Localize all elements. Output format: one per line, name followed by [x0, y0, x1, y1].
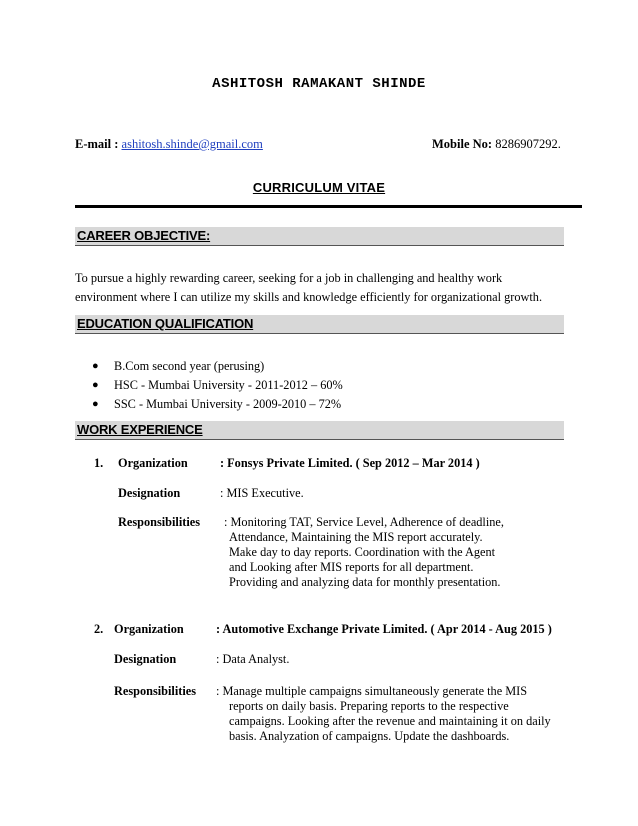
organization-label: Organization: [118, 456, 188, 470]
bullet-icon: ●: [92, 379, 99, 391]
mobile-label: Mobile No:: [432, 137, 493, 151]
education-list: [92, 357, 343, 414]
bullet-icon: ●: [92, 398, 99, 410]
document-title: CURRICULUM VITAE: [252, 180, 386, 195]
designation-label: Designation: [118, 486, 181, 500]
email-link[interactable]: ashitosh.shinde@gmail.com: [121, 137, 263, 151]
responsibility-line: reports on daily basis. Preparing reports to the respective: [229, 699, 509, 713]
candidate-name: ASHITOSH RAMAKANT SHINDE: [212, 76, 426, 92]
responsibilities-label: Responsibilities: [114, 684, 196, 698]
bullet-icon: ●: [92, 360, 99, 372]
objective-line: To pursue a highly rewarding career, seeking for a job in challenging and healthy work: [75, 271, 503, 285]
responsibility-line: Providing and analyzing data for monthly presentation.: [229, 575, 501, 589]
designation-value: : Data Analyst.: [216, 652, 290, 666]
section-heading: WORK EXPERIENCE: [77, 422, 203, 437]
responsibility-line: and Looking after MIS reports for all department.: [229, 560, 474, 574]
section-heading: EDUCATION QUALIFICATION: [77, 316, 254, 331]
organization-value: : Fonsys Private Limited. ( Sep 2012 – Mar 2014 ): [220, 456, 480, 470]
responsibility-line: Make day to day reports. Coordination with the Agent: [229, 545, 496, 559]
mobile-line: [432, 137, 561, 152]
section-heading: CAREER OBJECTIVE:: [77, 228, 211, 243]
career-objective-text: [75, 269, 542, 307]
responsibility-line: : Monitoring TAT, Service Level, Adherence of deadline,: [224, 515, 504, 529]
email-label: E-mail :: [75, 137, 119, 151]
email-line: [75, 137, 263, 152]
objective-line: environment where I can utilize my skills and knowledge efficiently for organizational growth.: [75, 290, 543, 304]
responsibilities-label: Responsibilities: [118, 515, 200, 529]
mobile-number: 8286907292.: [495, 137, 561, 151]
section-career-objective: [75, 227, 564, 246]
designation-value: : MIS Executive.: [220, 486, 304, 500]
designation-label: Designation: [114, 652, 177, 666]
responsibility-line: Attendance, Maintaining the MIS report accurately.: [229, 530, 483, 544]
list-item: ● HSC - Mumbai University - 2011-2012 – 60%: [92, 376, 343, 395]
organization-value: : Automotive Exchange Private Limited. ( Apr 2014 - Aug 2015 ): [216, 622, 552, 636]
responsibility-line: : Manage multiple campaigns simultaneously generate the MIS: [216, 684, 528, 698]
list-item: ● SSC - Mumbai University - 2009-2010 – 72%: [92, 395, 343, 414]
organization-label: Organization: [114, 622, 184, 636]
job-number: 2.: [94, 622, 104, 636]
title-divider: [75, 205, 582, 208]
responsibility-line: basis. Analyzation of campaigns. Update the dashboards.: [229, 729, 510, 743]
section-education: [75, 315, 564, 334]
list-item: ● B.Com second year (perusing): [92, 357, 343, 376]
section-work-experience: [75, 421, 564, 440]
job-number: 1.: [94, 456, 104, 470]
responsibility-line: campaigns. Looking after the revenue and maintaining it on daily: [229, 714, 551, 728]
